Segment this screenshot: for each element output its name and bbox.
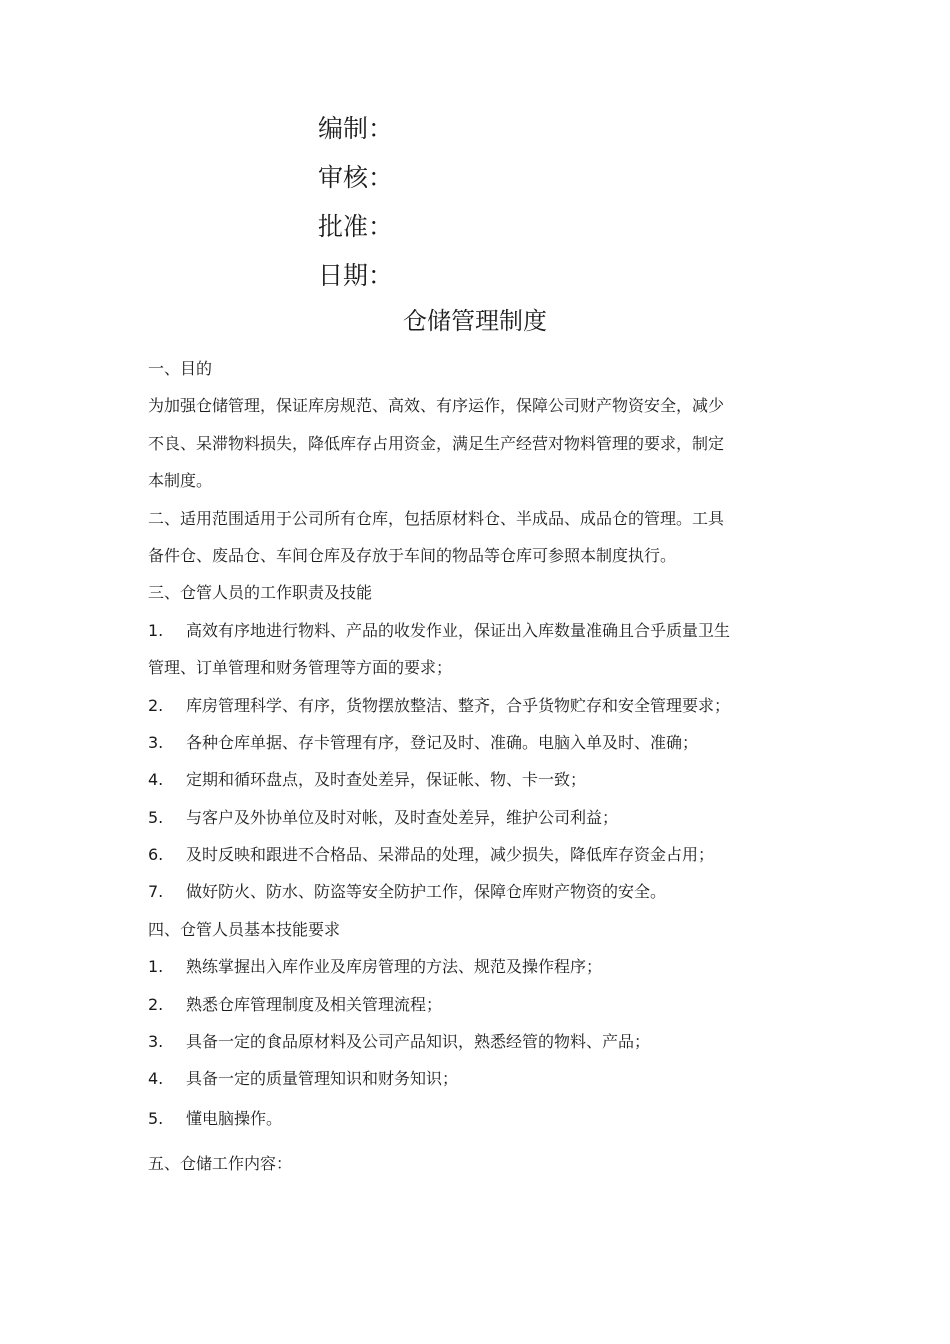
section-heading-skills: 四、仓管人员基本技能要求	[148, 919, 341, 939]
compiled-by-label: 编制：	[318, 114, 394, 143]
purpose-paragraph-line: 本制度。	[148, 471, 213, 491]
approved-by-label: 批准：	[318, 212, 394, 241]
list-item	[148, 612, 808, 649]
list-item-number: 2.	[148, 695, 164, 715]
list-item-text: 与客户及外协单位及时对帐，及时查处差异，维护公司利益；	[186, 807, 619, 827]
list-item	[148, 986, 808, 1023]
list-item-number: 7.	[148, 882, 164, 902]
date-label: 日期：	[318, 261, 394, 290]
list-item	[148, 836, 808, 873]
list-item-text: 库房管理科学、有序，货物摆放整洁、整齐，合乎货物贮存和安全管理要求；	[186, 695, 731, 715]
list-item-number: 1.	[148, 957, 164, 977]
document-title: 仓储管理制度	[403, 307, 547, 335]
list-item-number: 5.	[148, 1108, 164, 1128]
section-heading-work-content: 五、仓储工作内容：	[148, 1153, 293, 1173]
list-item-number: 4.	[148, 1069, 164, 1089]
list-item-continuation: 管理、订单管理和财务管理等方面的要求；	[148, 658, 453, 678]
list-item-text: 具备一定的食品原材料及公司产品知识，熟悉经管的物料、产品；	[186, 1032, 651, 1052]
list-item-number: 5.	[148, 807, 164, 827]
list-item-text: 熟练掌握出入库作业及库房管理的方法、规范及操作程序；	[186, 957, 603, 977]
list-item	[148, 799, 808, 836]
document-body	[148, 350, 808, 1188]
list-item-text: 各种仓库单据、存卡管理有序，登记及时、准确。电脑入单及时、准确；	[186, 732, 699, 752]
list-item-number: 3.	[148, 1032, 164, 1052]
list-item	[148, 761, 808, 798]
list-item-text: 懂电脑操作。	[186, 1108, 283, 1128]
list-item-text: 高效有序地进行物料、产品的收发作业，保证出入库数量准确且合乎质量卫生	[186, 620, 731, 640]
list-item	[148, 687, 808, 724]
list-item	[148, 948, 808, 985]
list-item-number: 4.	[148, 770, 164, 790]
list-item-text: 具备一定的质量管理知识和财务知识；	[186, 1069, 459, 1089]
list-item-text: 及时反映和跟进不合格品、呆滞品的处理，减少损失，降低库存资金占用；	[186, 845, 715, 865]
reviewed-by-label: 审核：	[318, 163, 394, 192]
purpose-paragraph-line: 为加强仓储管理，保证库房规范、高效、有序运作，保障公司财产物资安全，减少	[148, 396, 725, 416]
section-heading-duties: 三、仓管人员的工作职责及技能	[148, 583, 373, 603]
list-item	[148, 1023, 808, 1060]
list-item-text: 做好防火、防水、防盗等安全防护工作，保障仓库财产物资的安全。	[186, 882, 667, 902]
list-item	[148, 873, 808, 910]
list-item-number: 6.	[148, 845, 164, 865]
list-item	[148, 724, 808, 761]
list-item-text: 定期和循环盘点，及时查处差异，保证帐、物、卡一致；	[186, 770, 587, 790]
list-item	[148, 1098, 808, 1140]
list-item-text: 熟悉仓库管理制度及相关管理流程；	[186, 994, 443, 1014]
section-heading-purpose: 一、目的	[148, 359, 213, 378]
signoff-block	[318, 104, 618, 300]
scope-paragraph-line: 备件仓、废品仓、车间仓库及存放于车间的物品等仓库可参照本制度执行。	[148, 545, 677, 565]
list-item-number: 3.	[148, 732, 164, 752]
list-item-number: 2.	[148, 994, 164, 1014]
purpose-paragraph-line: 不良、呆滞物料损失，降低库存占用资金，满足生产经营对物料管理的要求，制定	[148, 433, 725, 453]
list-item-number: 1.	[148, 620, 164, 640]
list-item	[148, 1060, 808, 1097]
scope-paragraph-line: 二、适用范围适用于公司所有仓库，包括原材料仓、半成品、成品仓的管理。工具	[148, 508, 725, 528]
